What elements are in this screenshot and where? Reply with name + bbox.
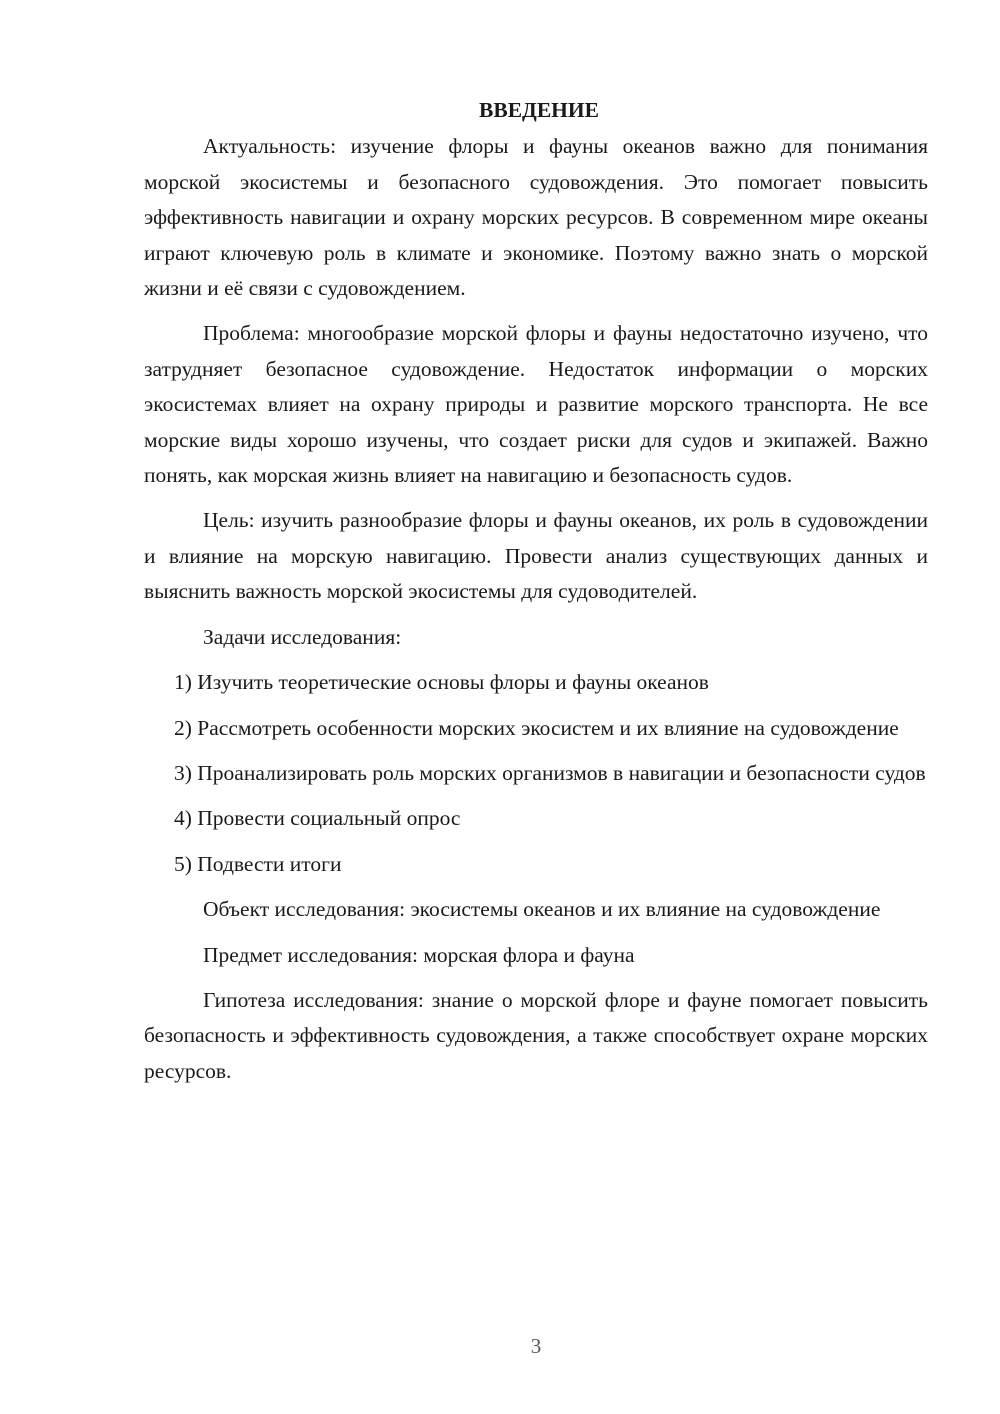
task-item-1: 1) Изучить теоретические основы флоры и фауны океанов xyxy=(174,670,709,695)
task-item-4: 4) Провести социальный опрос xyxy=(174,806,461,831)
task-item-5: 5) Подвести итоги xyxy=(174,851,342,876)
paragraph-problem: Проблема: многообразие морской флоры и фауны недостаточно изучено, что затрудняет безопасное судовождение. Недостаток информации о морских экосистемах влияет на охрану природы и развитие морского транспорта. Не все морские виды хорошо изучены, что создает риски для судов и экипажей. Важно понять, как морская жизнь влияет на навигацию и безопасность судов. xyxy=(144,321,928,488)
paragraph-goal: Цель: изучить разнообразие флоры и фауны океанов, их роль в судовождении и влияние на морскую навигацию. Провести анализ существующих данных и выяснить важность морской экосистемы для судоводителей. xyxy=(144,508,928,604)
paragraph-tasks-heading: Задачи исследования: xyxy=(203,624,402,649)
page-number: 3 xyxy=(530,1334,542,1358)
page-content xyxy=(144,93,928,1099)
paragraph-object: Объект исследования: экосистемы океанов и их влияние на судовождение xyxy=(203,897,881,922)
paragraph-relevance: Актуальность: изучение флоры и фауны океанов важно для понимания морской экосистемы и безопасного судовождения. Это помогает повысить эффективность навигации и охрану морских ресурсов. В современном мире океаны играют ключевую роль в климате и экономике. Поэтому важно знать о морской жизни и её связи с судовождением. xyxy=(144,134,928,301)
section-title: ВВЕДЕНИЕ xyxy=(479,98,599,122)
task-item-2: 2) Рассмотреть особенности морских экосистем и их влияние на судовождение xyxy=(174,715,899,740)
task-item-3: 3) Проанализировать роль морских организмов в навигации и безопасности судов xyxy=(174,760,926,785)
paragraph-subject: Предмет исследования: морская флора и фауна xyxy=(203,942,635,967)
paragraph-hypothesis: Гипотеза исследования: знание о морской флоре и фауне помогает повысить безопасность и эффективность судовождения, а также способствует охране морских ресурсов. xyxy=(144,987,928,1083)
